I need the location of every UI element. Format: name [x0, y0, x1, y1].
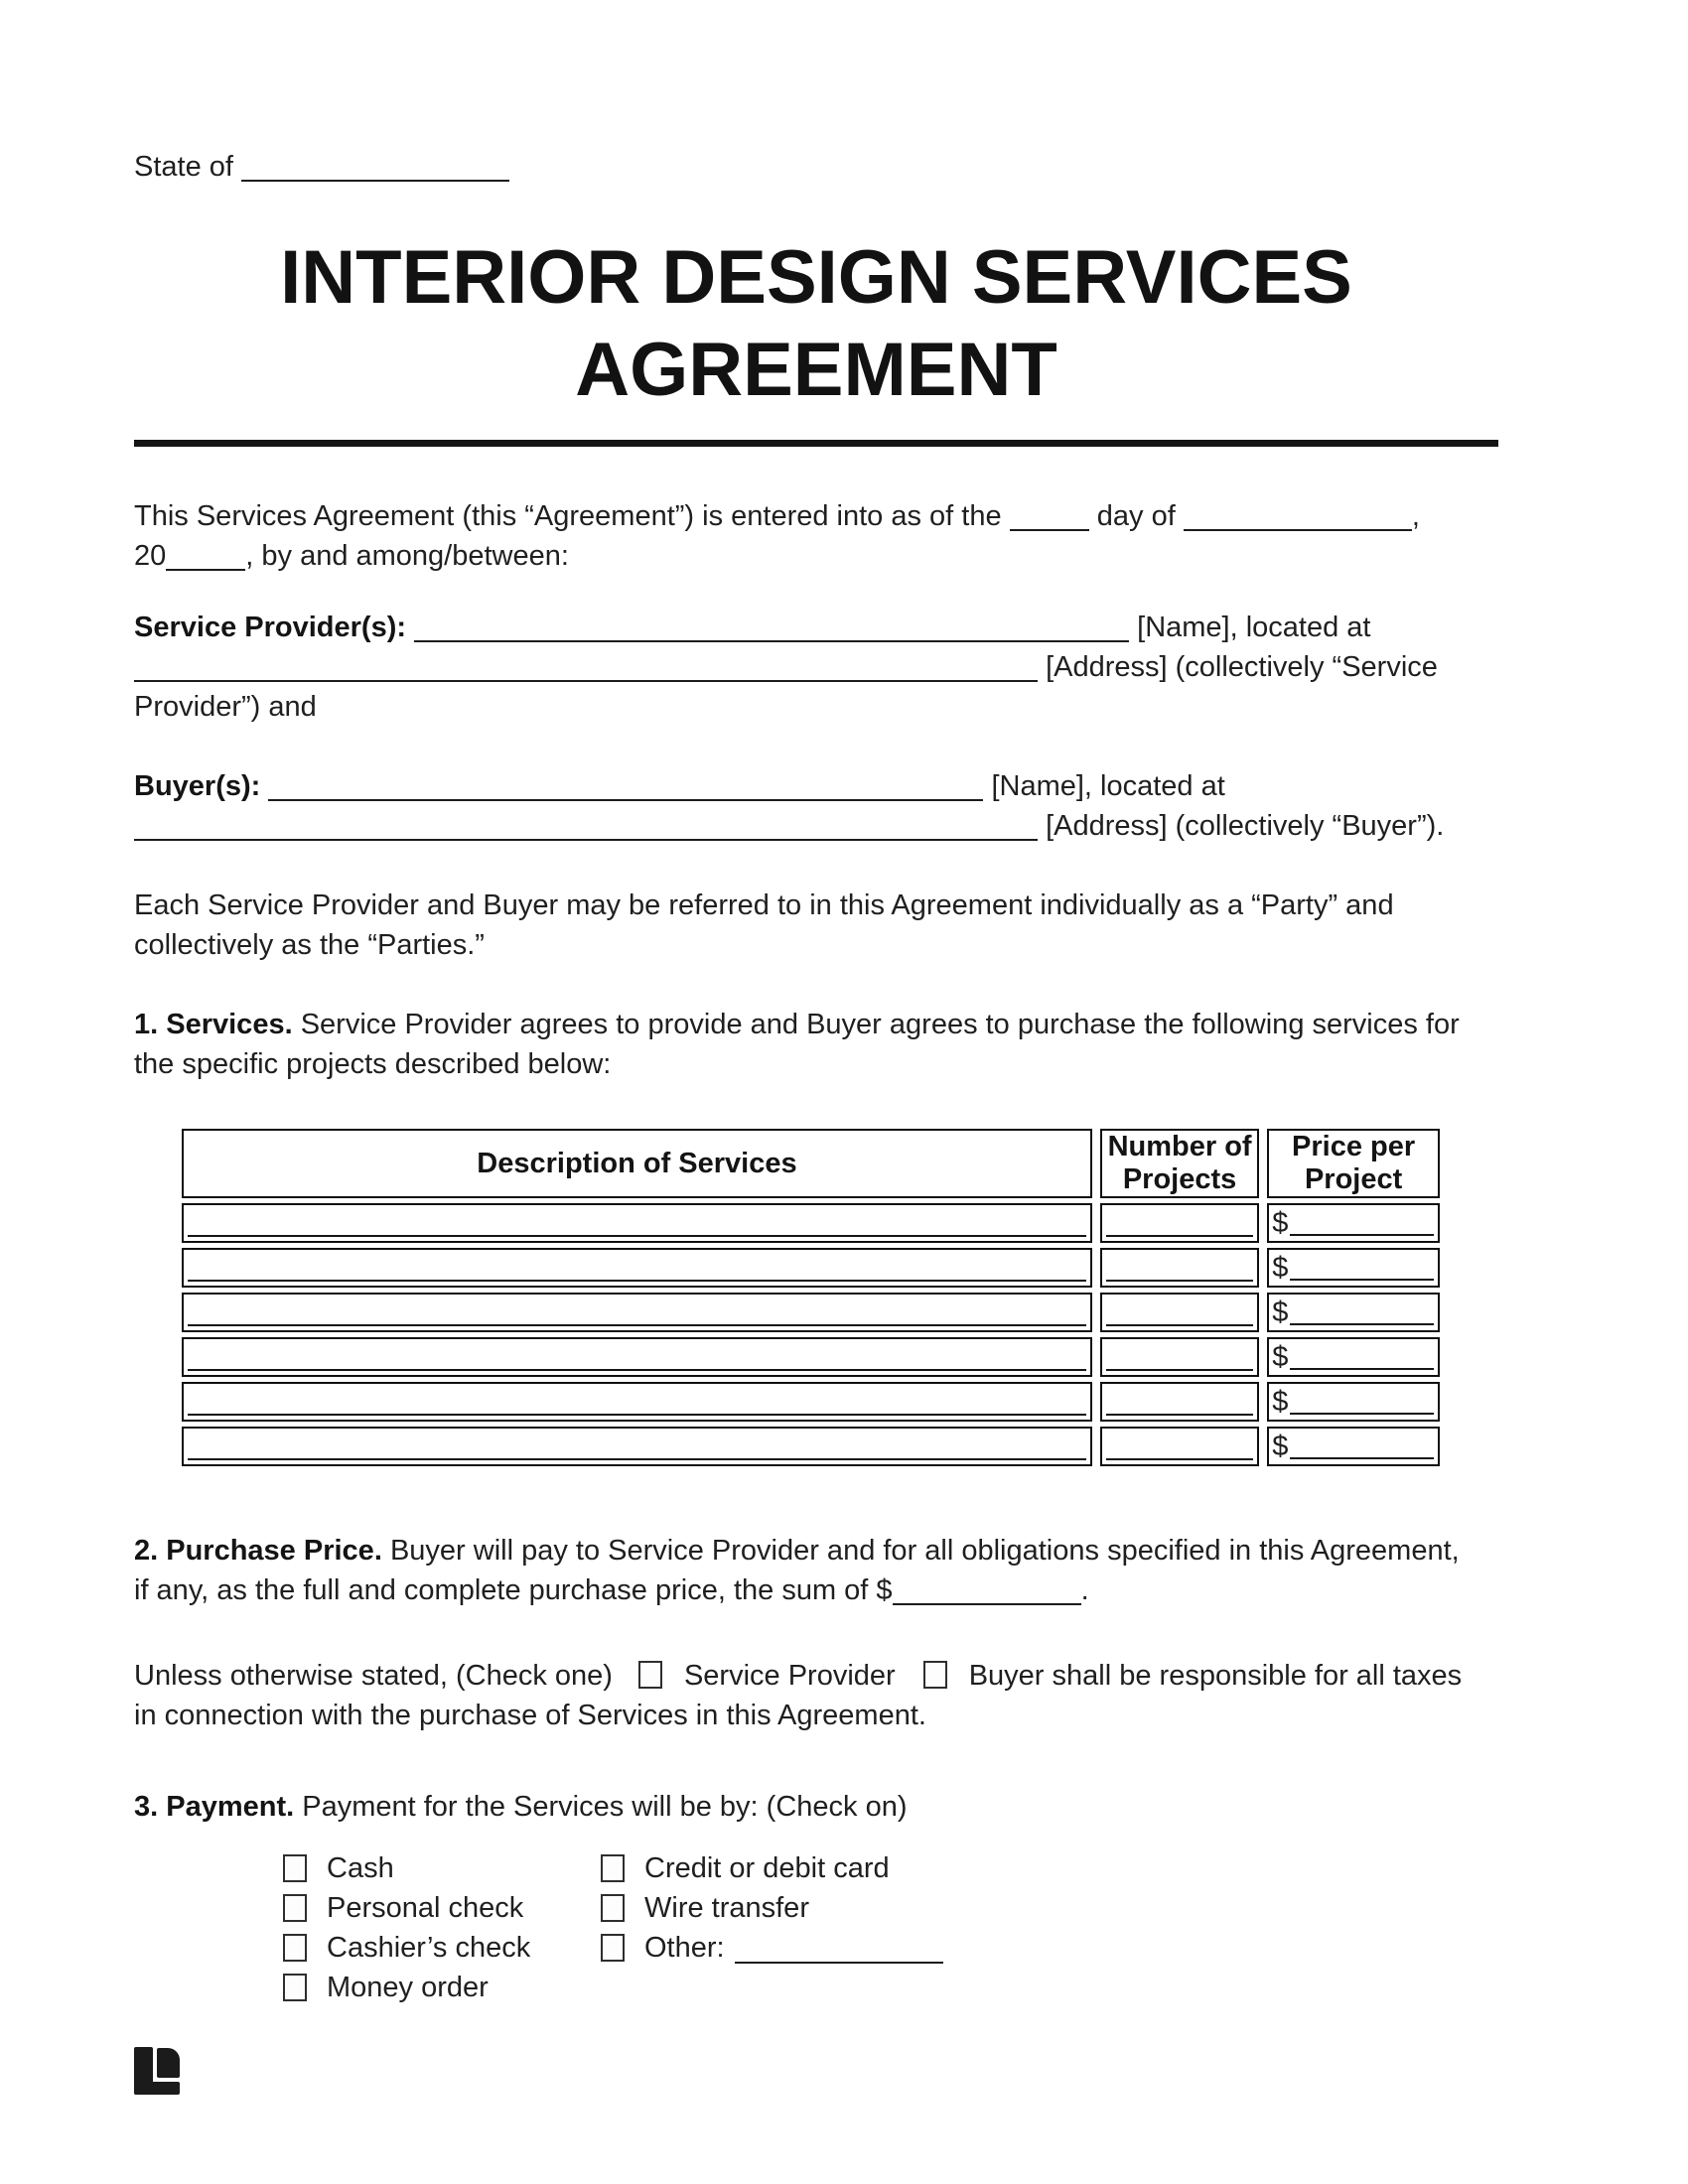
payment-options-row	[283, 1968, 1498, 2007]
description-blank[interactable]	[188, 1458, 1086, 1460]
money-order-checkbox[interactable]	[283, 1974, 307, 2001]
dollar-sign: $	[1272, 1341, 1289, 1373]
intro-text-3: , by and among/between:	[245, 540, 569, 572]
price-cell[interactable]	[1267, 1337, 1440, 1377]
payment-option-label: Credit or debit card	[644, 1852, 890, 1884]
section-1-text-1: Service Provider agrees to provide and Buyer agrees to purchase the following services for	[300, 1009, 1460, 1040]
dollar-sign: $	[1272, 1207, 1289, 1239]
description-blank[interactable]	[188, 1235, 1086, 1237]
title-line-1: INTERIOR DESIGN SERVICES	[280, 235, 1352, 320]
dollar-sign: $	[1272, 1297, 1289, 1328]
description-cell[interactable]	[182, 1203, 1092, 1243]
dollar-sign: $	[1272, 1252, 1289, 1284]
description-blank[interactable]	[188, 1324, 1086, 1326]
service-provider-name-blank[interactable]	[414, 611, 1129, 642]
payment-option-wire-transfer	[601, 1888, 809, 1928]
state-of-label: State of	[134, 151, 233, 183]
table-header-price-per-project: Price per Project	[1267, 1129, 1440, 1198]
service-provider-checkbox[interactable]	[638, 1661, 662, 1689]
buyer-paragraph	[134, 766, 1498, 846]
services-table-header-row	[182, 1129, 1440, 1198]
intro-comma: ,	[1411, 500, 1420, 532]
table-row	[182, 1337, 1440, 1377]
service-provider-clause-end: Provider”) and	[134, 691, 317, 723]
projects-cell[interactable]	[1100, 1203, 1259, 1243]
projects-blank[interactable]	[1106, 1458, 1253, 1460]
state-of-blank[interactable]	[241, 150, 509, 182]
section-3-payment	[134, 1787, 1498, 1827]
intro-paragraph	[134, 496, 1498, 576]
payment-option-label: Wire transfer	[644, 1892, 809, 1924]
buyer-name-suffix: [Name], located at	[991, 770, 1225, 802]
parties-paragraph	[134, 886, 1498, 965]
payment-option-label: Other:	[644, 1932, 725, 1964]
section-2-text-2: if any, as the full and complete purchase price, the sum of	[134, 1574, 869, 1606]
state-of-line	[134, 147, 1498, 187]
wire-transfer-checkbox[interactable]	[601, 1894, 625, 1922]
table-header-number-of-projects: Number of Projects	[1100, 1129, 1259, 1198]
price-cell[interactable]	[1267, 1427, 1440, 1466]
title-rule	[134, 440, 1498, 447]
cashiers-check-checkbox[interactable]	[283, 1934, 307, 1962]
services-table	[174, 1124, 1448, 1471]
payment-options-row	[283, 1928, 1498, 1968]
tax-responsibility-paragraph	[134, 1656, 1498, 1735]
price-blank[interactable]	[1290, 1279, 1434, 1281]
price-cell[interactable]	[1267, 1248, 1440, 1288]
projects-blank[interactable]	[1106, 1324, 1253, 1326]
payment-options-row	[283, 1848, 1498, 1888]
title-line-2: AGREEMENT	[575, 328, 1057, 412]
legal-templates-logo	[134, 2047, 182, 2095]
projects-cell[interactable]	[1100, 1427, 1259, 1466]
projects-cell[interactable]	[1100, 1382, 1259, 1422]
projects-blank[interactable]	[1106, 1414, 1253, 1416]
section-1-heading: 1. Services.	[134, 1009, 293, 1040]
section-2-text-1: Buyer will pay to Service Provider and for all obligations specified in this Agreement,	[389, 1535, 1460, 1567]
table-row	[182, 1248, 1440, 1288]
price-cell[interactable]	[1267, 1382, 1440, 1422]
buyer-address-blank[interactable]	[134, 809, 1038, 841]
projects-cell[interactable]	[1100, 1337, 1259, 1377]
description-cell[interactable]	[182, 1382, 1092, 1422]
purchase-price-blank[interactable]	[893, 1573, 1081, 1605]
section-3-heading: 3. Payment.	[134, 1791, 295, 1823]
payment-option-other	[601, 1928, 943, 1968]
service-provider-paragraph	[134, 608, 1498, 727]
payment-option-personal-check	[283, 1888, 601, 1928]
service-provider-address-suffix: [Address] (collectively “Service	[1046, 651, 1438, 683]
payment-option-label: Personal check	[327, 1892, 524, 1924]
dollar-sign: $	[1272, 1431, 1289, 1462]
price-blank[interactable]	[1290, 1323, 1434, 1325]
tax-text-1: Unless otherwise stated, (Check one)	[134, 1660, 613, 1692]
buyer-name-blank[interactable]	[268, 769, 983, 801]
projects-cell[interactable]	[1100, 1293, 1259, 1332]
service-provider-label: Service Provider(s):	[134, 612, 407, 643]
section-2-purchase-price	[134, 1531, 1498, 1610]
parties-text-2: collectively as the “Parties.”	[134, 929, 485, 961]
payment-option-label: Cashier’s check	[327, 1932, 531, 1964]
intro-text-1: This Services Agreement (this “Agreement”) is entered into as of the	[134, 500, 1002, 532]
credit-card-checkbox[interactable]	[601, 1854, 625, 1882]
document-title	[134, 231, 1498, 416]
description-cell[interactable]	[182, 1427, 1092, 1466]
month-blank[interactable]	[1184, 499, 1412, 531]
intro-year-prefix: 20	[134, 540, 167, 572]
projects-blank[interactable]	[1106, 1235, 1253, 1237]
other-blank[interactable]	[735, 1932, 943, 1964]
table-row	[182, 1427, 1440, 1466]
section-1-text-2: the specific projects described below:	[134, 1048, 612, 1080]
description-cell[interactable]	[182, 1293, 1092, 1332]
description-cell[interactable]	[182, 1337, 1092, 1377]
table-row	[182, 1382, 1440, 1422]
logo-l-horizontal-bar	[134, 2082, 180, 2095]
projects-cell[interactable]	[1100, 1248, 1259, 1288]
description-blank[interactable]	[188, 1369, 1086, 1371]
parties-text-1: Each Service Provider and Buyer may be referred to in this Agreement individually as a “Party” and	[134, 889, 1394, 921]
service-provider-address-blank[interactable]	[134, 650, 1038, 682]
payment-option-credit-card	[601, 1848, 890, 1888]
purchase-price-dollar-sign: $	[876, 1574, 893, 1606]
payment-options-list	[283, 1848, 1498, 2007]
price-blank[interactable]	[1290, 1457, 1434, 1459]
description-cell[interactable]	[182, 1248, 1092, 1288]
section-2-heading: 2. Purchase Price.	[134, 1535, 382, 1567]
price-cell[interactable]	[1267, 1203, 1440, 1243]
projects-blank[interactable]	[1106, 1369, 1253, 1371]
payment-options-row	[283, 1888, 1498, 1928]
payment-option-cash	[283, 1848, 601, 1888]
intro-text-2: day of	[1096, 500, 1176, 532]
logo-page-icon	[157, 2048, 180, 2078]
payment-option-cashiers-check	[283, 1928, 601, 1968]
payment-option-label: Cash	[327, 1852, 394, 1884]
table-row	[182, 1293, 1440, 1332]
day-blank[interactable]	[1010, 499, 1089, 531]
tax-option-buyer: Buyer shall be responsible for all taxes	[968, 1660, 1463, 1692]
payment-option-money-order	[283, 1968, 601, 2007]
personal-check-checkbox[interactable]	[283, 1894, 307, 1922]
dollar-sign: $	[1272, 1386, 1289, 1418]
service-provider-name-suffix: [Name], located at	[1137, 612, 1371, 643]
tax-text-2: in connection with the purchase of Services in this Agreement.	[134, 1700, 926, 1731]
buyer-label: Buyer(s):	[134, 770, 261, 802]
payment-option-label: Money order	[327, 1972, 489, 2003]
tax-option-service-provider: Service Provider	[683, 1660, 896, 1692]
buyer-checkbox[interactable]	[923, 1661, 947, 1689]
cash-checkbox[interactable]	[283, 1854, 307, 1882]
price-blank[interactable]	[1290, 1368, 1434, 1370]
year-blank[interactable]	[166, 539, 245, 571]
table-header-description: Description of Services	[182, 1129, 1092, 1198]
table-row	[182, 1203, 1440, 1243]
description-blank[interactable]	[188, 1414, 1086, 1416]
section-2-period: .	[1080, 1574, 1089, 1606]
price-cell[interactable]	[1267, 1293, 1440, 1332]
description-blank[interactable]	[188, 1280, 1086, 1282]
other-checkbox[interactable]	[601, 1934, 625, 1962]
price-blank[interactable]	[1290, 1413, 1434, 1415]
projects-blank[interactable]	[1106, 1280, 1253, 1282]
price-blank[interactable]	[1290, 1234, 1434, 1236]
section-3-text: Payment for the Services will be by: (Check on)	[302, 1791, 908, 1823]
buyer-address-suffix: [Address] (collectively “Buyer”).	[1046, 810, 1445, 842]
section-1-services	[134, 1005, 1498, 1084]
